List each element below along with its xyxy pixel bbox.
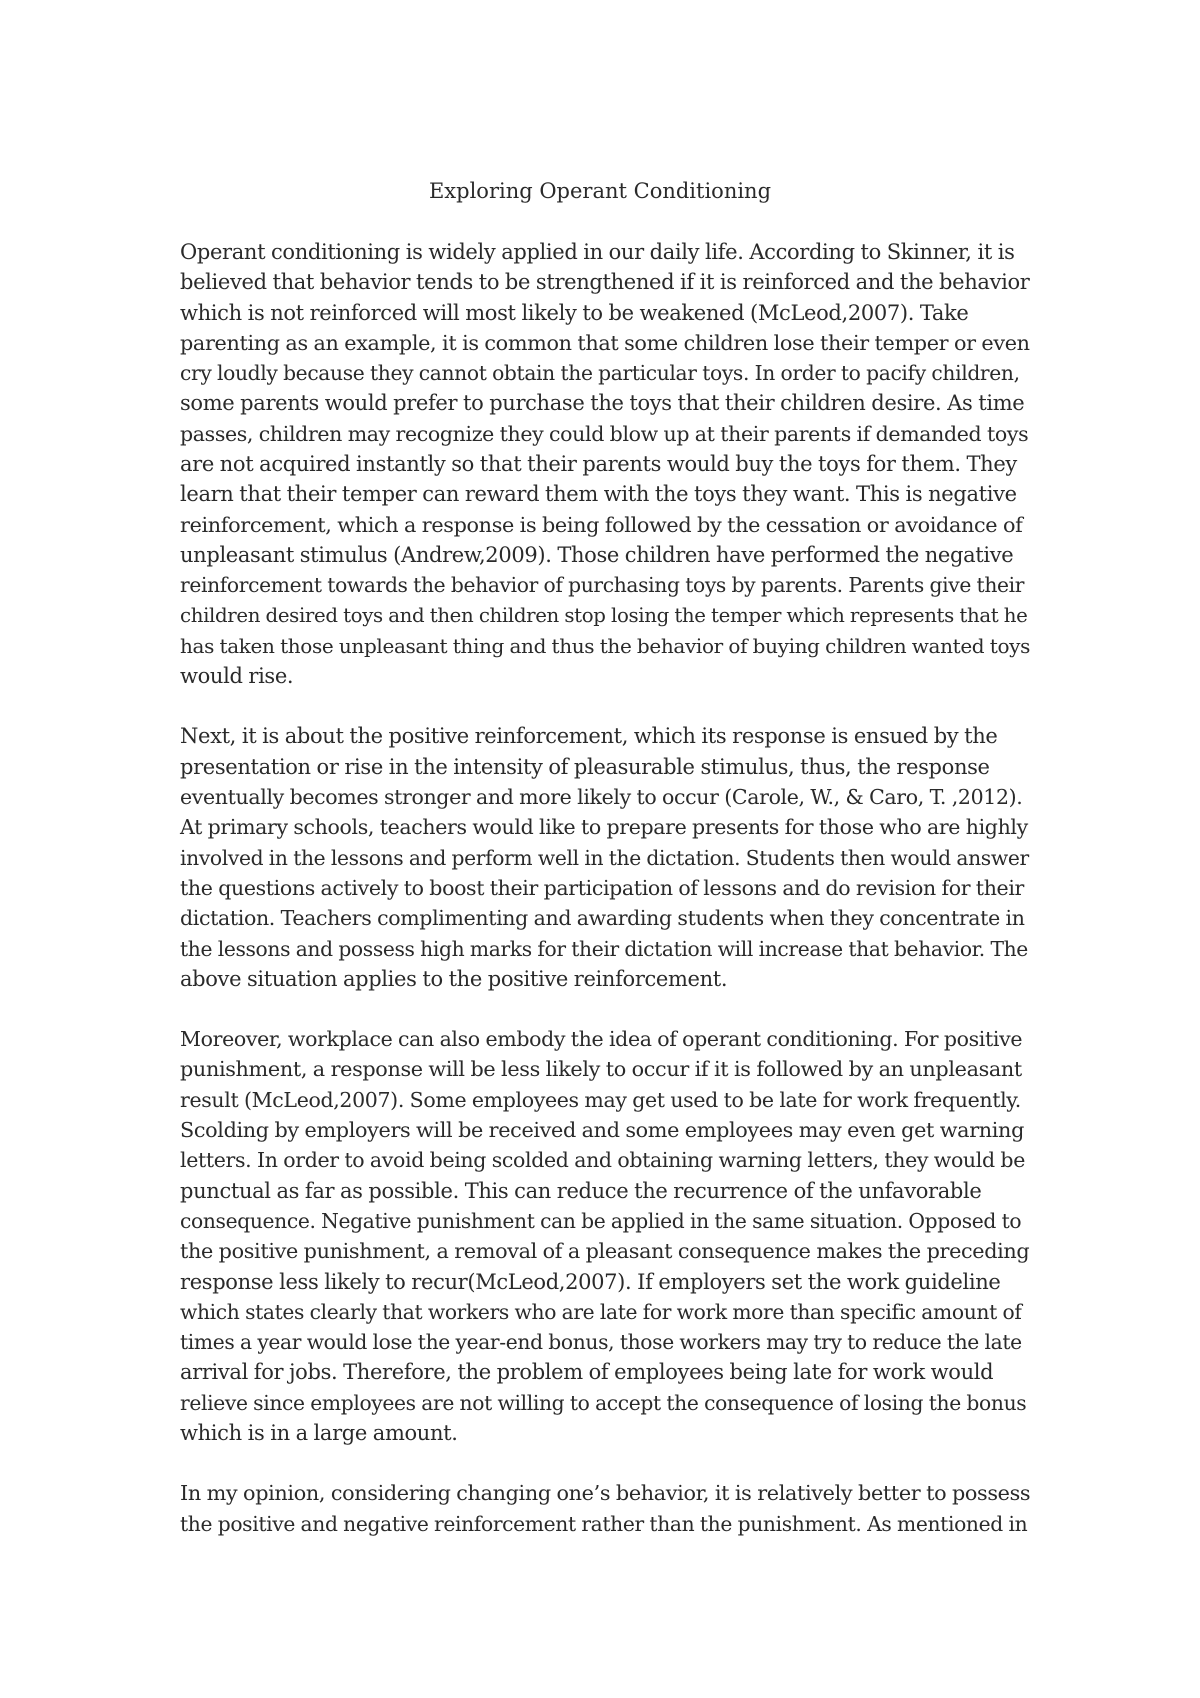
text-line: arrival for jobs. Therefore, the problem of employees being late for work would — [180, 1360, 994, 1385]
text-line: children desired toys and then children stop losing the temper which represents that he — [180, 603, 1028, 627]
body-paragraph — [180, 237, 1030, 691]
text-line: consequence. Negative punishment can be applied in the same situation. Opposed to — [180, 1208, 1022, 1233]
text-line: cry loudly because they cannot obtain the particular toys. In order to pacify children, — [180, 361, 1020, 386]
text-line: which is in a large amount. — [180, 1420, 458, 1445]
text-line: response less likely to recur(McLeod,2007). If employers set the work guideline — [180, 1269, 1001, 1294]
document-title: Exploring Operant Conditioning — [428, 179, 772, 203]
text-line: the positive punishment, a removal of a pleasant consequence makes the preceding — [180, 1239, 1030, 1264]
text-line: Operant conditioning is widely applied in our daily life. According to Skinner, it is — [180, 240, 1015, 264]
text-line: which is not reinforced will most likely to be weakened (McLeod,2007). Take — [180, 300, 969, 325]
text-line: punctual as far as possible. This can reduce the recurrence of the unfavorable — [180, 1178, 982, 1203]
text-line: above situation applies to the positive reinforcement. — [180, 966, 728, 991]
text-line: Moreover, workplace can also embody the idea of operant conditioning. For positive — [180, 1027, 1023, 1052]
text-line: times a year would lose the year-end bonus, those workers may try to reduce the late — [180, 1330, 1022, 1355]
text-line: dictation. Teachers complimenting and awarding students when they concentrate in — [180, 906, 1025, 931]
text-line: eventually becomes stronger and more likely to occur (Carole, W., & Caro, T. ,2012). — [180, 785, 1023, 810]
text-line: unpleasant stimulus (Andrew,2009). Those children have performed the negative — [180, 542, 1014, 567]
text-line: would rise. — [180, 664, 294, 689]
text-line: result (McLeod,2007). Some employees may get used to be late for work frequently. — [180, 1087, 1021, 1112]
text-line: parenting as an example, it is common that some children lose their temper or even — [180, 330, 1030, 355]
text-line: reinforcement towards the behavior of purchasing toys by parents. Parents give their — [180, 573, 1025, 598]
text-line: has taken those unpleasant thing and thus the behavior of buying children wanted toys — [180, 633, 1031, 658]
text-line: Next, it is about the positive reinforcement, which its response is ensued by the — [180, 724, 998, 749]
text-line: are not acquired instantly so that their parents would buy the toys for them. They — [180, 452, 1017, 477]
body-paragraph — [180, 1478, 1030, 1539]
body-paragraph — [180, 721, 1030, 994]
text-line: relieve since employees are not willing to accept the consequence of losing the bonus — [180, 1390, 1027, 1415]
text-line: some parents would prefer to purchase the toys that their children desire. As time — [180, 391, 1025, 416]
text-line: At primary schools, teachers would like to prepare presents for those who are highly — [180, 815, 1028, 840]
text-line: believed that behavior tends to be strengthened if it is reinforced and the behavior — [180, 270, 1030, 295]
text-line: the questions actively to boost their participation of lessons and do revision for their — [180, 875, 1024, 900]
text-line: In my opinion, considering changing one’s behavior, it is relatively better to possess — [180, 1481, 1031, 1506]
text-line: Scolding by employers will be received and some employees may even get warning — [180, 1118, 1025, 1143]
text-line: which states clearly that workers who are late for work more than specific amount of — [180, 1299, 1022, 1324]
document-body — [180, 237, 1030, 1569]
text-line: the positive and negative reinforcement rather than the punishment. As mentioned in — [180, 1511, 1028, 1536]
text-line: learn that their temper can reward them with the toys they want. This is negative — [180, 482, 1017, 507]
text-line: reinforcement, which a response is being followed by the cessation or avoidance of — [180, 512, 1023, 537]
text-line: involved in the lessons and perform well in the dictation. Students then would answer — [180, 845, 1029, 870]
text-line: punishment, a response will be less likely to occur if it is followed by an unpleasant — [180, 1057, 1022, 1082]
text-line: letters. In order to avoid being scolded and obtaining warning letters, they would be — [180, 1148, 1025, 1173]
text-line: presentation or rise in the intensity of pleasurable stimulus, thus, the response — [180, 754, 990, 779]
body-paragraph — [180, 1024, 1030, 1448]
text-line: passes, children may recognize they could blow up at their parents if demanded toys — [180, 421, 1029, 446]
text-line: the lessons and possess high marks for their dictation will increase that behavior. The — [180, 936, 1028, 961]
